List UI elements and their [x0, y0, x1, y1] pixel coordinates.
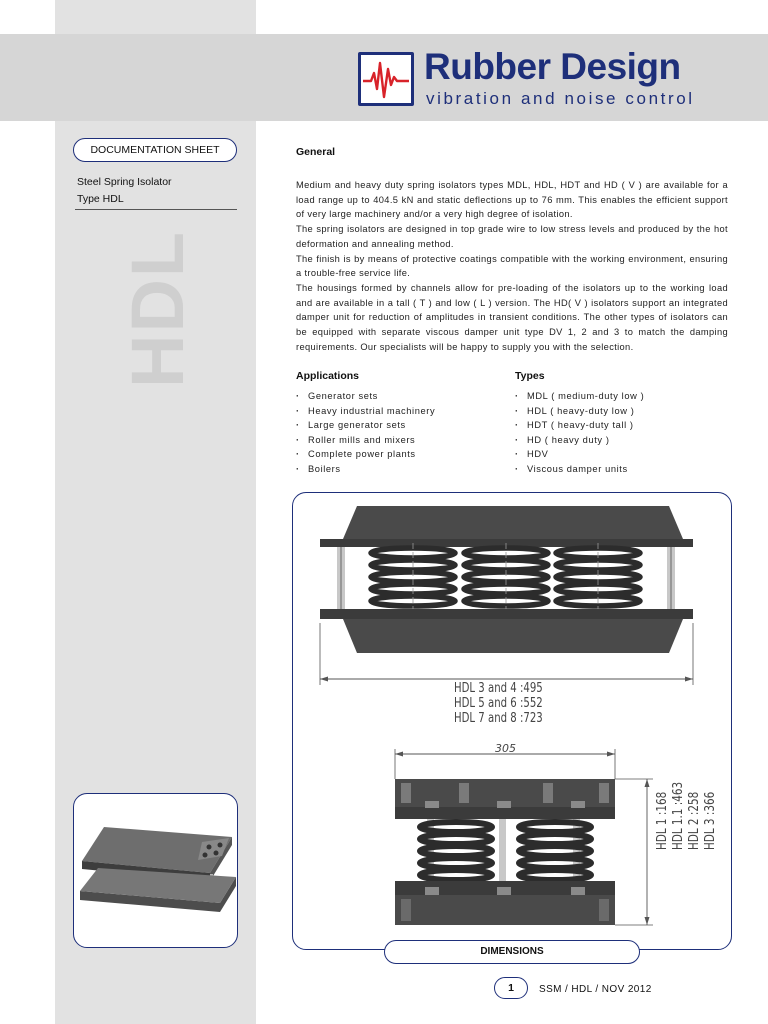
- isolator-photo: [73, 793, 238, 948]
- list-item: · Viscous damper units: [515, 462, 644, 477]
- applications-heading: Applications: [296, 370, 360, 382]
- list-item: · Large generator sets: [296, 418, 435, 433]
- height-labels: [655, 782, 719, 850]
- list-item: · MDL ( medium-duty low ): [515, 389, 644, 404]
- general-paragraph: Medium and heavy duty spring isolators types MDL, HDL, HDT and HD ( V ) are available for a load range up to 404.5 kN and static deflections up to 76 mm. This enables the efficient support of very large machinery and/or a very high degree of isolation.: [296, 180, 728, 220]
- list-item: · Heavy industrial machinery: [296, 404, 435, 419]
- type-watermark: HDL: [116, 229, 199, 388]
- list-item: · HD ( heavy duty ): [515, 433, 644, 448]
- length-label: HDL 7 and 8 :723: [454, 711, 543, 726]
- list-item: · HDV: [515, 447, 644, 462]
- width-label: 305: [495, 742, 516, 755]
- sidebar-divider: [75, 209, 237, 210]
- height-label: HDL 2 :258: [687, 791, 702, 850]
- types-list: [515, 389, 644, 477]
- general-paragraph: The housings formed by channels allow for pre-loading of the isolators up to the working load and are available in a tall ( T ) and low ( L ) version. The HD( V ) isolators support an integrated damper unit for reduction of amplitudes in transient conditions. The other types of isolators can be equipped with separate viscous damper unit type DV 1, 2 and 3 to match the damping requirements. Our specialists will be happy to supply you with the selection.: [296, 282, 728, 352]
- length-label: HDL 5 and 6 :552: [454, 696, 543, 711]
- list-item: · HDL ( heavy-duty low ): [515, 404, 644, 419]
- length-label: HDL 3 and 4 :495: [454, 681, 543, 696]
- dimensions-caption: DIMENSIONS: [384, 940, 640, 964]
- list-item: · Boilers: [296, 462, 435, 477]
- height-label: HDL 3 :366: [703, 791, 718, 850]
- general-paragraph: The spring isolators are designed in top grade wire to low stress levels and produced by the hot deformation and annealing method.: [296, 224, 728, 249]
- page-number: 1: [494, 977, 528, 999]
- brand-name: Rubber Design: [424, 46, 681, 87]
- brand-tagline: vibration and noise control: [426, 89, 695, 108]
- list-item: · Generator sets: [296, 389, 435, 404]
- general-paragraph: The finish is by means of protective coatings compatible with the working environment, ensuring a trouble-free service life.: [296, 253, 728, 279]
- product-line: Steel Spring Isolator: [77, 176, 172, 188]
- seismograph-waveform-icon: [358, 52, 414, 106]
- height-label: HDL 1.1 :463: [671, 781, 686, 850]
- general-heading: General: [296, 146, 336, 158]
- types-heading: Types: [515, 370, 545, 382]
- applications-list: [296, 389, 435, 477]
- product-type: Type HDL: [77, 193, 124, 205]
- list-item: · Roller mills and mixers: [296, 433, 435, 448]
- list-item: · HDT ( heavy-duty tall ): [515, 418, 644, 433]
- list-item: · Complete power plants: [296, 447, 435, 462]
- height-label: HDL 1 :168: [655, 791, 670, 850]
- documentation-sheet-label: DOCUMENTATION SHEET: [73, 138, 237, 162]
- general-text: [296, 178, 728, 354]
- document-code: SSM / HDL / NOV 2012: [539, 984, 652, 995]
